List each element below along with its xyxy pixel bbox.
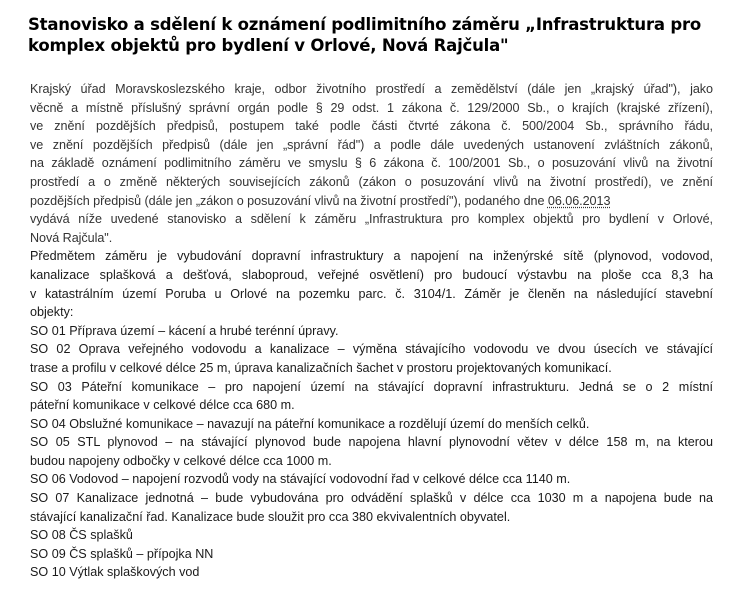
subject-line: objekty: [30, 305, 74, 320]
list-item-line: SO 09 ČS splašků – přípojka NN [30, 546, 214, 561]
intro-line: pozdějších předpisů (dále jen „zákon o posuzování vlivů na životní prostředí"), podaného dne [30, 193, 548, 208]
list-item [30, 526, 713, 545]
intro-line: Nová Rajčula". [30, 230, 113, 245]
intro-line: věcně a místně příslušný správní orgán podle § 29 odst. 1 zákona č. 129/2000 Sb., o krajích (krajské zřízení), [30, 100, 713, 115]
list-item [30, 340, 713, 377]
intro-line: prostředí a o změně některých souvisejících zákonů (zákon o posuzování vlivů na životní prostředí), ve znění [30, 174, 713, 189]
list-item-line: budou napojeny odbočky v celkové délce cca 1000 m. [30, 453, 332, 468]
list-item-line: SO 07 Kanalizace jednotná – bude vybudována pro odvádění splašků v délce cca 1030 m a napojena bude na [30, 491, 713, 506]
list-item-line: SO 01 Příprava území – kácení a hrubé terénní úpravy. [30, 323, 339, 338]
list-item-line: SO 08 ČS splašků [30, 528, 133, 543]
intro-line: ve znění pozdějších předpisů (dále jen „správní řád") a podle dále uvedených ustanovení zvláštních zákonů, [30, 137, 713, 152]
list-item [30, 378, 713, 415]
intro-line: na základě oznámení podlimitního záměru ve smyslu § 6 zákona č. 100/2001 Sb., o posuzování vlivů na životní [30, 156, 713, 171]
submission-date: 06.06.2013 [547, 193, 611, 208]
list-item-line: SO 05 STL plynovod – na stávající plynovod bude napojena hlavní plynovodní větev v délce 158 m, na kterou [30, 435, 713, 450]
list-item [30, 322, 713, 341]
list-item [30, 489, 713, 526]
list-item-line: SO 02 Oprava veřejného vodovodu a kanalizace – výměna stávajícího vodovodu ve dvou úsecích ve stávající [30, 342, 713, 357]
subject-line: kanalizace splašková a dešťová, slaboproud, veřejné osvětlení) pro budoucí výstavbu na ploše cca 8,3 ha [30, 267, 713, 282]
list-item [30, 545, 713, 564]
intro-line: Krajský úřad Moravskoslezského kraje, odbor životního prostředí a zemědělství (dále jen „krajský úřad"), jako [30, 82, 713, 96]
document-title [28, 14, 713, 56]
subject-line: Předmětem záměru je vybudování dopravní infrastruktury a napojení na inženýrské sítě (plynovod, vodovod, [30, 249, 713, 264]
subject-line: v katastrálním území Poruba u Orlové na pozemku parc. č. 3104/1. Záměr je členěn na následující stavební [30, 286, 713, 301]
intro-paragraph [30, 80, 713, 247]
intro-line: vydává níže uvedené stanovisko a sdělení k záměru „Infrastruktura pro komplex objektů pro bydlení v Orlové, [30, 212, 713, 227]
building-objects-list [30, 322, 713, 582]
intro-line: ve znění pozdějších předpisů, postupem také podle části čtvrté zákona č. 500/2004 Sb., správního řádu, [30, 119, 713, 134]
list-item-line: stávající kanalizační řad. Kanalizace bude sloužit pro cca 380 ekvivalentních obyvatel. [30, 509, 511, 524]
list-item-line: SO 03 Páteřní komunikace – pro napojení území na stávající dopravní infrastrukturu. Jedná se o 2 místní [30, 379, 713, 394]
list-item [30, 415, 713, 434]
list-item-line: páteřní komunikace v celkové délce cca 680 m. [30, 398, 295, 413]
list-item-line: trase a profilu v celkové délce 25 m, úprava kanalizačních šachet v prostoru projektovaných komunikací. [30, 360, 612, 375]
title-line-2: komplex objektů pro bydlení v Orlové, Nová Rajčula" [28, 36, 509, 55]
intro-line-with-date [30, 192, 713, 211]
list-item-line: SO 06 Vodovod – napojení rozvodů vody na stávající vodovodní řad v celkové délce cca 1140 m. [30, 472, 571, 487]
list-item [30, 470, 713, 489]
document-body [30, 80, 713, 582]
title-line-1: Stanovisko a sdělení k oznámení podlimitního záměru „Infrastruktura pro [28, 15, 702, 34]
list-item-line: SO 10 Výtlak splaškových vod [30, 565, 200, 580]
subject-paragraph [30, 247, 713, 321]
list-item [30, 563, 713, 582]
list-item-line: SO 04 Obslužné komunikace – navazují na páteřní komunikace a rozdělují území do menších celků. [30, 416, 590, 431]
list-item [30, 433, 713, 470]
